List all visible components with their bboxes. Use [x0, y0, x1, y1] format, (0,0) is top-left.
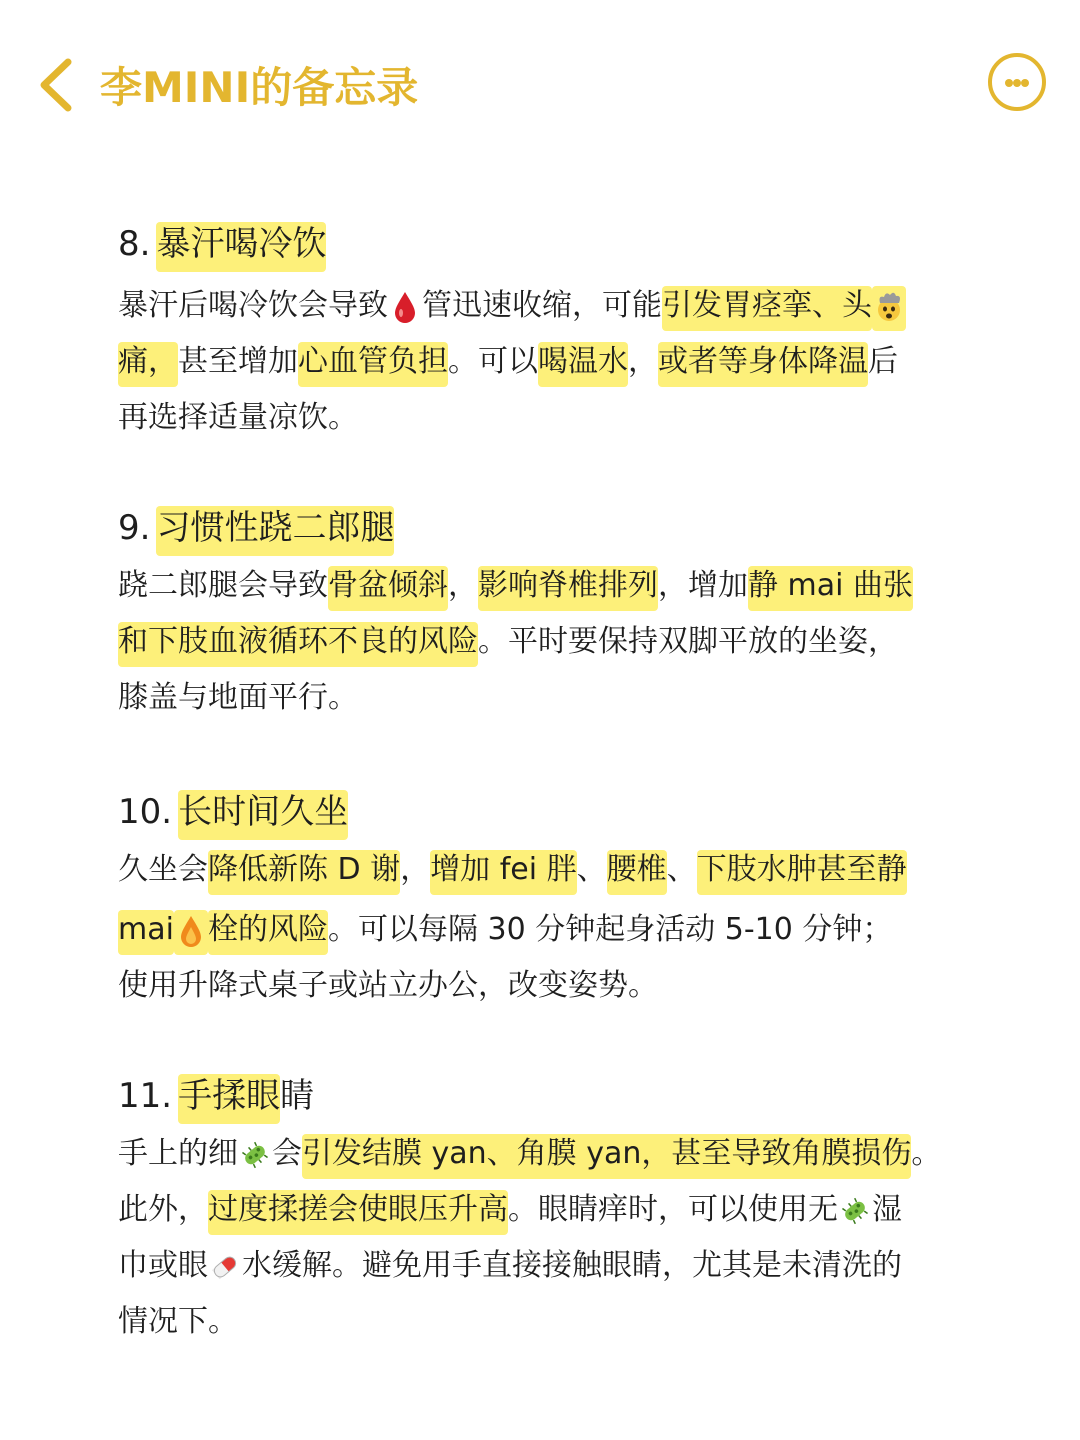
highlight-text: 下肢水肿甚至静	[697, 850, 907, 895]
text-run: 此外，	[118, 1192, 208, 1227]
text-run: 使用升降式桌子或站立办公，改变姿势。	[118, 968, 658, 1003]
highlight-text: 或者等身体降温	[658, 342, 868, 387]
note-heading	[118, 784, 998, 840]
microbe-icon	[840, 1193, 870, 1229]
back-button[interactable]	[34, 56, 78, 114]
text-run: ，	[400, 852, 431, 887]
more-dots-icon	[1021, 79, 1029, 87]
text-run: 久坐会	[118, 852, 208, 887]
note-number: 9.	[118, 508, 151, 548]
highlight-text: 引发胃痉挛、头	[662, 286, 872, 331]
text-run: 甚至增加	[178, 344, 298, 379]
text-run: ，增加	[658, 568, 748, 603]
page-title: 李MINI的备忘录	[100, 63, 419, 112]
fire-drop-icon	[176, 913, 206, 949]
blood-drop-icon	[390, 289, 420, 325]
note-title-rest: 睛	[280, 1076, 315, 1116]
more-dots-icon	[1005, 79, 1013, 87]
note-title: 习惯性跷二郎腿	[156, 506, 394, 556]
text-run: 。	[327, 912, 358, 947]
note-title: 长时间久坐	[178, 790, 348, 840]
highlight-text: 骨盆倾斜	[328, 566, 448, 611]
text-line	[118, 1238, 998, 1294]
text-run: 。平时要保持双脚平放的坐姿，	[478, 624, 898, 659]
exploding-head-icon	[874, 289, 904, 325]
microbe-icon	[240, 1137, 270, 1173]
highlight-text: 腰椎	[607, 850, 667, 895]
note-title: 暴汗喝冷饮	[156, 222, 326, 272]
text-run: 湿	[872, 1192, 902, 1227]
text-line	[118, 842, 998, 898]
text-line	[118, 958, 998, 1014]
more-dots-icon	[1013, 79, 1021, 87]
text-run: 管迅速收缩，可能	[422, 288, 662, 323]
text-run: 跷二郎腿会导致	[118, 568, 328, 603]
text-run: 巾或眼	[118, 1248, 208, 1283]
chevron-left-icon	[34, 56, 78, 114]
text-line	[118, 558, 998, 614]
text-run: 膝盖与地面平行。	[118, 680, 358, 715]
highlight-text: 增加 fei 胖	[430, 850, 576, 895]
note-section	[118, 784, 998, 1014]
note-number: 8.	[118, 224, 151, 264]
highlight-text: 栓的风险	[208, 910, 328, 955]
text-line	[118, 1182, 998, 1238]
text-line	[118, 614, 998, 670]
text-run: ，	[628, 344, 658, 379]
text-line	[118, 1294, 998, 1350]
text-line	[118, 670, 998, 726]
text-run: 会	[272, 1136, 302, 1171]
nav-bar	[0, 0, 1080, 170]
text-run: 水缓解。避免用手直接接触眼睛，尤其是未清洗的	[242, 1248, 902, 1283]
highlight-text: 喝温水	[538, 342, 628, 387]
note-section	[118, 216, 998, 446]
text-run: 后	[868, 344, 898, 379]
text-run: 再选择适量凉饮。	[118, 400, 358, 435]
text-run: 。眼睛痒时，可以使用无	[508, 1192, 838, 1227]
note-body	[118, 558, 998, 726]
text-run: 。	[911, 1136, 942, 1171]
text-run: 、	[666, 852, 697, 887]
note-body	[118, 842, 998, 1014]
highlight-text: 过度揉搓会使眼压升高	[208, 1190, 508, 1235]
highlight-text: mai	[118, 910, 174, 955]
note-section	[118, 1068, 998, 1350]
note-heading	[118, 500, 998, 556]
highlight-text: 影响脊椎排列	[478, 566, 658, 611]
note-heading	[118, 1068, 998, 1124]
note-heading	[118, 216, 998, 272]
note-title: 手揉眼	[178, 1074, 280, 1124]
highlight-text: 引发结膜 yan、角膜 yan，甚至导致角膜损伤	[302, 1134, 911, 1179]
text-run: 。可以	[448, 344, 538, 379]
pill-icon	[210, 1249, 240, 1285]
highlight-text: 痛，	[118, 342, 178, 387]
text-line	[118, 1126, 998, 1182]
text-run: 、	[576, 852, 607, 887]
note-number: 11.	[118, 1076, 173, 1116]
text-run: ，	[448, 568, 478, 603]
text-run: 情况下。	[118, 1304, 238, 1339]
text-line	[118, 390, 998, 446]
highlight-text: 静 mai 曲张	[748, 566, 913, 611]
more-options-button[interactable]	[988, 53, 1046, 111]
text-run: 可以每隔 30 分钟起身活动 5-10 分钟；	[357, 912, 893, 947]
note-body	[118, 1126, 998, 1350]
text-line	[118, 902, 998, 958]
highlight-text: 降低新陈 D 谢	[208, 850, 400, 895]
note-section	[118, 500, 998, 726]
text-run: 手上的细	[118, 1136, 238, 1171]
note-number: 10.	[118, 792, 173, 832]
note-body	[118, 278, 998, 446]
text-line	[118, 334, 998, 390]
highlight-text: 和下肢血液循环不良的风险	[118, 622, 478, 667]
text-run: 暴汗后喝冷饮会导致	[118, 288, 388, 323]
text-line	[118, 278, 998, 334]
highlight-text: 心血管负担	[298, 342, 448, 387]
